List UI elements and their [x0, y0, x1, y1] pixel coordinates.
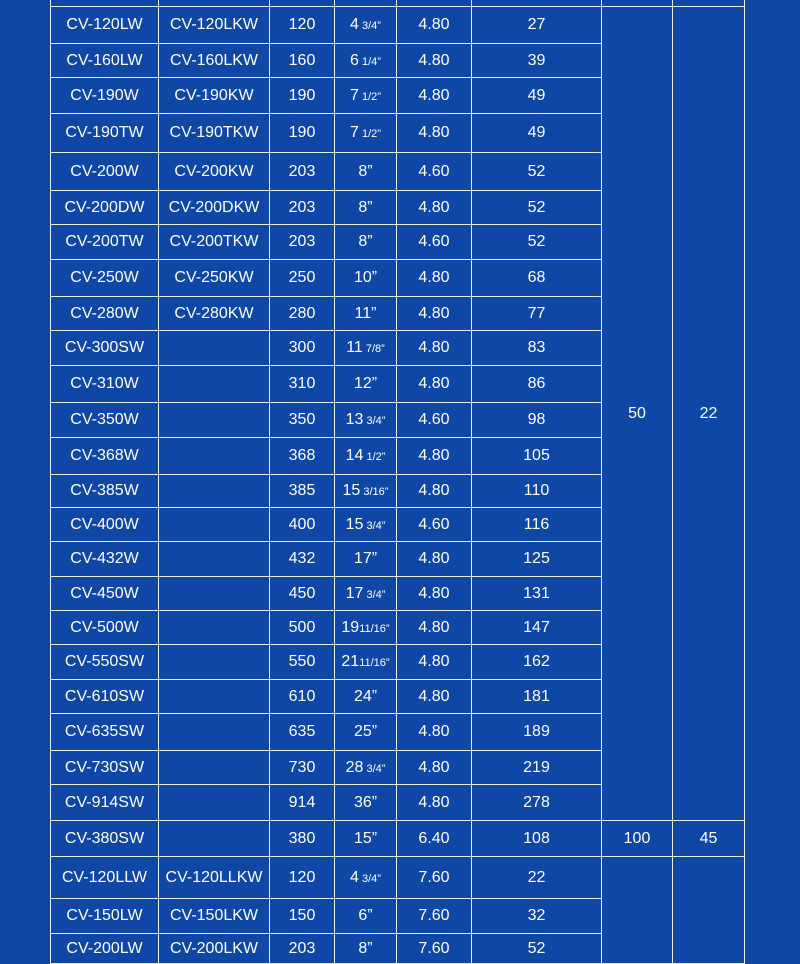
inch-fraction: 1/2” — [358, 90, 381, 103]
size-mm-cell: 120 — [270, 7, 335, 44]
value-cell: 4.80 — [397, 297, 472, 331]
weight-cell: 52 — [472, 225, 602, 260]
inch-whole: 12” — [353, 375, 378, 392]
model-cell: CV-250W — [51, 260, 159, 297]
size-mm-cell: 120 — [270, 857, 335, 899]
size-mm-cell: 203 — [270, 153, 335, 191]
model-cell: CV-550SW — [51, 645, 159, 680]
col8-merged-cell — [673, 857, 745, 964]
table-row — [51, 7, 745, 44]
weight-cell: 83 — [472, 331, 602, 366]
size-inch-cell — [335, 785, 397, 821]
model-cell: CV-380SW — [51, 821, 159, 857]
value-cell: 4.80 — [397, 260, 472, 297]
size-inch-cell — [335, 78, 397, 114]
inch-whole: 8” — [358, 233, 373, 250]
size-mm-cell: 203 — [270, 934, 335, 964]
inch-whole: 28 — [345, 758, 364, 776]
value-cell: 4.60 — [397, 153, 472, 191]
value-cell: 4.80 — [397, 191, 472, 225]
k-model-cell — [159, 680, 270, 714]
weight-cell: 219 — [472, 751, 602, 785]
size-mm-cell: 160 — [270, 44, 335, 78]
inch-whole: 24” — [353, 687, 378, 705]
inch-fraction: 3/16” — [360, 486, 389, 498]
value-cell: 4.80 — [397, 331, 472, 366]
inch-whole: 36” — [353, 793, 378, 811]
model-cell: CV-280W — [51, 297, 159, 331]
inch-whole: 15 — [342, 482, 361, 499]
k-model-cell: CV-200LKW — [159, 934, 270, 964]
value-cell: 4.80 — [397, 44, 472, 78]
value-cell: 4.60 — [397, 508, 472, 542]
size-mm-cell: 550 — [270, 645, 335, 680]
size-mm-cell: 500 — [270, 611, 335, 645]
weight-cell: 77 — [472, 297, 602, 331]
k-model-cell: CV-200DKW — [159, 191, 270, 225]
inch-whole: 4 — [350, 868, 359, 886]
size-inch-cell — [335, 714, 397, 751]
size-mm-cell: 380 — [270, 821, 335, 857]
size-inch-cell — [335, 542, 397, 577]
model-cell: CV-200LW — [51, 934, 159, 964]
weight-cell: 278 — [472, 785, 602, 821]
weight-cell: 162 — [472, 645, 602, 680]
inch-whole: 25” — [353, 723, 378, 740]
size-mm-cell: 610 — [270, 680, 335, 714]
value-cell: 4.80 — [397, 751, 472, 785]
weight-cell: 131 — [472, 577, 602, 611]
size-mm-cell: 150 — [270, 899, 335, 934]
inch-fraction: 11/16” — [359, 622, 390, 635]
col7-merged-cell — [602, 857, 673, 964]
value-cell: 4.80 — [397, 645, 472, 680]
value-cell: 4.80 — [397, 714, 472, 751]
model-cell: CV-160LW — [51, 44, 159, 78]
inch-whole: 7 — [350, 86, 359, 104]
model-cell: CV-368W — [51, 438, 159, 475]
k-model-cell: CV-150LKW — [159, 899, 270, 934]
size-inch-cell — [335, 611, 397, 645]
model-cell: CV-610SW — [51, 680, 159, 714]
size-inch-cell — [335, 225, 397, 260]
inch-whole: 8” — [358, 162, 373, 180]
col7-cell: 100 — [602, 821, 673, 857]
inch-whole: 19 — [341, 618, 360, 636]
model-cell: CV-914SW — [51, 785, 159, 821]
size-inch-cell — [335, 114, 397, 153]
inch-whole: 6 — [350, 51, 359, 69]
size-inch-cell — [335, 297, 397, 331]
col7-merged-cell: 50 — [602, 7, 673, 821]
model-cell: CV-432W — [51, 542, 159, 577]
weight-cell: 32 — [472, 899, 602, 934]
k-model-cell — [159, 366, 270, 403]
weight-cell: 22 — [472, 857, 602, 899]
value-cell: 4.60 — [397, 225, 472, 260]
size-inch-cell — [335, 934, 397, 964]
table-row — [51, 821, 745, 857]
k-model-cell — [159, 542, 270, 577]
size-inch-cell — [335, 821, 397, 857]
inch-fraction: 3/4” — [363, 762, 386, 775]
size-mm-cell: 190 — [270, 114, 335, 153]
inch-fraction: 3/4” — [358, 20, 381, 32]
size-inch-cell — [335, 438, 397, 475]
inch-whole: 11” — [354, 304, 377, 322]
spec-table-body — [51, 0, 745, 964]
k-model-cell: CV-190KW — [159, 78, 270, 114]
size-mm-cell: 432 — [270, 542, 335, 577]
weight-cell: 116 — [472, 508, 602, 542]
size-mm-cell: 310 — [270, 366, 335, 403]
k-model-cell: CV-120LLKW — [159, 857, 270, 899]
weight-cell: 52 — [472, 191, 602, 225]
inch-whole: 6” — [358, 907, 373, 924]
size-mm-cell: 368 — [270, 438, 335, 475]
inch-whole: 14 — [345, 447, 364, 464]
value-cell: 4.60 — [397, 403, 472, 438]
size-inch-cell — [335, 260, 397, 297]
inch-whole: 17” — [353, 550, 378, 567]
weight-cell: 181 — [472, 680, 602, 714]
model-cell: CV-500W — [51, 611, 159, 645]
value-cell: 4.80 — [397, 475, 472, 508]
weight-cell: 49 — [472, 114, 602, 153]
model-cell: CV-310W — [51, 366, 159, 403]
size-inch-cell — [335, 751, 397, 785]
k-model-cell — [159, 751, 270, 785]
size-mm-cell: 350 — [270, 403, 335, 438]
inch-fraction: 3/4” — [363, 519, 386, 532]
model-cell: CV-200TW — [51, 225, 159, 260]
weight-cell: 98 — [472, 403, 602, 438]
model-cell: CV-200DW — [51, 191, 159, 225]
inch-whole: 4 — [350, 16, 359, 33]
size-inch-cell — [335, 153, 397, 191]
k-model-cell — [159, 475, 270, 508]
k-model-cell: CV-200KW — [159, 153, 270, 191]
k-model-cell — [159, 611, 270, 645]
value-cell: 4.80 — [397, 785, 472, 821]
inch-whole: 13 — [345, 411, 364, 428]
k-model-cell: CV-160LKW — [159, 44, 270, 78]
table-row — [51, 857, 745, 899]
size-mm-cell: 400 — [270, 508, 335, 542]
weight-cell: 52 — [472, 153, 602, 191]
k-model-cell — [159, 577, 270, 611]
size-inch-cell — [335, 645, 397, 680]
model-cell: CV-350W — [51, 403, 159, 438]
model-cell: CV-450W — [51, 577, 159, 611]
weight-cell: 108 — [472, 821, 602, 857]
inch-fraction: 3/4” — [358, 872, 381, 885]
model-cell: CV-120LLW — [51, 857, 159, 899]
inch-whole: 15” — [353, 829, 378, 847]
size-mm-cell: 203 — [270, 225, 335, 260]
value-cell: 7.60 — [397, 899, 472, 934]
value-cell: 7.60 — [397, 934, 472, 964]
model-cell: CV-190TW — [51, 114, 159, 153]
model-cell: CV-400W — [51, 508, 159, 542]
size-inch-cell — [335, 680, 397, 714]
weight-cell: 27 — [472, 7, 602, 44]
k-model-cell — [159, 331, 270, 366]
size-inch-cell — [335, 577, 397, 611]
weight-cell: 49 — [472, 78, 602, 114]
model-cell: CV-190W — [51, 78, 159, 114]
weight-cell: 105 — [472, 438, 602, 475]
weight-cell: 39 — [472, 44, 602, 78]
model-cell: CV-150LW — [51, 899, 159, 934]
inch-whole: 8” — [358, 939, 373, 957]
k-model-cell — [159, 785, 270, 821]
k-model-cell — [159, 821, 270, 857]
value-cell: 4.80 — [397, 366, 472, 403]
k-model-cell: CV-200TKW — [159, 225, 270, 260]
size-inch-cell — [335, 331, 397, 366]
inch-whole: 15 — [345, 515, 364, 533]
value-cell: 6.40 — [397, 821, 472, 857]
inch-whole: 8” — [358, 198, 373, 216]
k-model-cell: CV-120LKW — [159, 7, 270, 44]
size-inch-cell — [335, 403, 397, 438]
k-model-cell: CV-190TKW — [159, 114, 270, 153]
model-cell: CV-635SW — [51, 714, 159, 751]
model-cell: CV-385W — [51, 475, 159, 508]
size-inch-cell — [335, 857, 397, 899]
weight-cell: 86 — [472, 366, 602, 403]
size-mm-cell: 280 — [270, 297, 335, 331]
model-cell: CV-300SW — [51, 331, 159, 366]
weight-cell: 52 — [472, 934, 602, 964]
model-cell: CV-730SW — [51, 751, 159, 785]
value-cell: 4.80 — [397, 7, 472, 44]
inch-fraction: 1/2” — [363, 451, 386, 463]
model-cell: CV-120LW — [51, 7, 159, 44]
size-mm-cell: 300 — [270, 331, 335, 366]
inch-whole: 17 — [345, 584, 364, 602]
value-cell: 4.80 — [397, 680, 472, 714]
k-model-cell — [159, 645, 270, 680]
col8-cell: 45 — [673, 821, 745, 857]
inch-whole: 7 — [350, 124, 359, 141]
size-inch-cell — [335, 44, 397, 78]
size-mm-cell: 190 — [270, 78, 335, 114]
inch-fraction: 1/2” — [358, 128, 381, 140]
value-cell: 7.60 — [397, 857, 472, 899]
weight-cell: 189 — [472, 714, 602, 751]
value-cell: 4.80 — [397, 577, 472, 611]
size-inch-cell — [335, 366, 397, 403]
size-mm-cell: 914 — [270, 785, 335, 821]
k-model-cell — [159, 403, 270, 438]
size-mm-cell: 385 — [270, 475, 335, 508]
value-cell: 4.80 — [397, 114, 472, 153]
k-model-cell — [159, 508, 270, 542]
weight-cell: 125 — [472, 542, 602, 577]
k-model-cell: CV-250KW — [159, 260, 270, 297]
inch-fraction: 7/8” — [362, 343, 385, 355]
size-inch-cell — [335, 191, 397, 225]
inch-fraction: 1/4” — [358, 55, 381, 68]
value-cell: 4.80 — [397, 542, 472, 577]
size-inch-cell — [335, 475, 397, 508]
value-cell: 4.80 — [397, 611, 472, 645]
weight-cell: 110 — [472, 475, 602, 508]
inch-whole: 11 — [346, 339, 363, 356]
spec-table — [50, 0, 745, 964]
model-cell: CV-200W — [51, 153, 159, 191]
inch-whole: 10” — [353, 269, 378, 286]
inch-fraction: 11/16” — [359, 657, 390, 669]
value-cell: 4.80 — [397, 78, 472, 114]
size-mm-cell: 203 — [270, 191, 335, 225]
col8-merged-cell: 22 — [673, 7, 745, 821]
size-inch-cell — [335, 508, 397, 542]
size-inch-cell — [335, 7, 397, 44]
value-cell: 4.80 — [397, 438, 472, 475]
size-mm-cell: 450 — [270, 577, 335, 611]
size-inch-cell — [335, 899, 397, 934]
size-mm-cell: 730 — [270, 751, 335, 785]
k-model-cell — [159, 438, 270, 475]
weight-cell: 147 — [472, 611, 602, 645]
size-mm-cell: 635 — [270, 714, 335, 751]
inch-fraction: 3/4” — [363, 415, 386, 427]
weight-cell: 68 — [472, 260, 602, 297]
k-model-cell — [159, 714, 270, 751]
inch-whole: 21 — [341, 653, 360, 670]
inch-fraction: 3/4” — [363, 588, 386, 601]
size-mm-cell: 250 — [270, 260, 335, 297]
k-model-cell: CV-280KW — [159, 297, 270, 331]
